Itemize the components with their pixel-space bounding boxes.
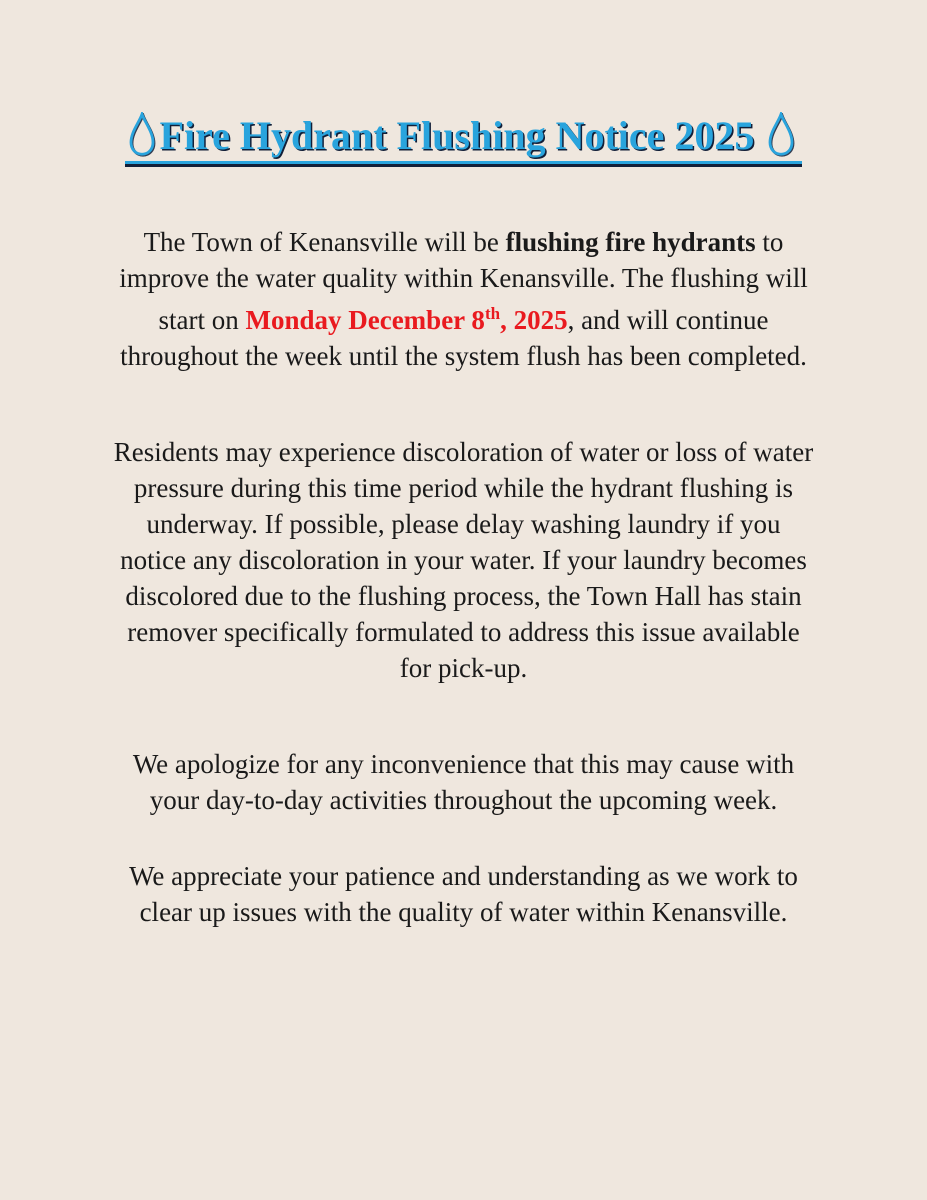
highlight-date: th (484, 304, 501, 323)
body-text: throughout the week until the system flush has been completed. (120, 341, 807, 371)
text-line (400, 650, 527, 686)
water-drop-icon (127, 112, 157, 156)
page-title (0, 112, 927, 164)
body-text: remover specifically formulated to address this issue available (127, 617, 800, 647)
body-text: We apologize for any inconvenience that this may cause with (132, 749, 795, 779)
body-text: underway. If possible, please delay washing laundry if you (146, 509, 781, 539)
body-text: start on (158, 305, 246, 335)
notice-body (0, 224, 927, 930)
paragraph-3 (0, 746, 927, 818)
title-text: Fire Hydrant Flushing Notice 2025 (159, 113, 755, 158)
body-text: We appreciate your patience and understanding as we work to (129, 861, 798, 891)
body-text: improve the water quality within Kenansville. The flushing will (119, 263, 808, 293)
paragraph-4 (0, 858, 927, 930)
text-line (120, 542, 807, 578)
title-underline (125, 112, 803, 164)
text-line (146, 506, 780, 542)
body-text: for pick-up. (399, 653, 528, 683)
body-text: to (755, 227, 784, 257)
text-line (120, 338, 807, 374)
paragraph-2 (0, 434, 927, 686)
text-line (134, 470, 793, 506)
body-text: , and will continue (567, 305, 769, 335)
body-text: Residents may experience discoloration of water or loss of water (113, 437, 814, 467)
highlight-date: Monday December 8 (245, 305, 485, 335)
text-line (114, 434, 814, 470)
body-text: clear up issues with the quality of water within Kenansville. (139, 897, 788, 927)
paragraph-1 (0, 224, 927, 374)
body-text: your day-to-day activities throughout the upcoming week. (149, 785, 778, 815)
water-drop-icon (766, 112, 796, 156)
text-line (150, 782, 778, 818)
text-line (140, 894, 788, 930)
text-line (144, 224, 784, 260)
body-text: notice any discoloration in your water. If your laundry becomes (120, 545, 807, 575)
text-line (129, 858, 798, 894)
text-line (158, 296, 768, 338)
body-text: pressure during this time period while the hydrant flushing is (133, 473, 794, 503)
bold-text: flushing fire hydrants (505, 227, 756, 257)
highlight-date: , 2025 (500, 305, 568, 335)
body-text: The Town of Kenansville will be (143, 227, 506, 257)
text-line (125, 578, 801, 614)
text-line (127, 614, 800, 650)
text-line (119, 260, 808, 296)
text-line (133, 746, 794, 782)
body-text: discolored due to the flushing process, the Town Hall has stain (125, 581, 802, 611)
